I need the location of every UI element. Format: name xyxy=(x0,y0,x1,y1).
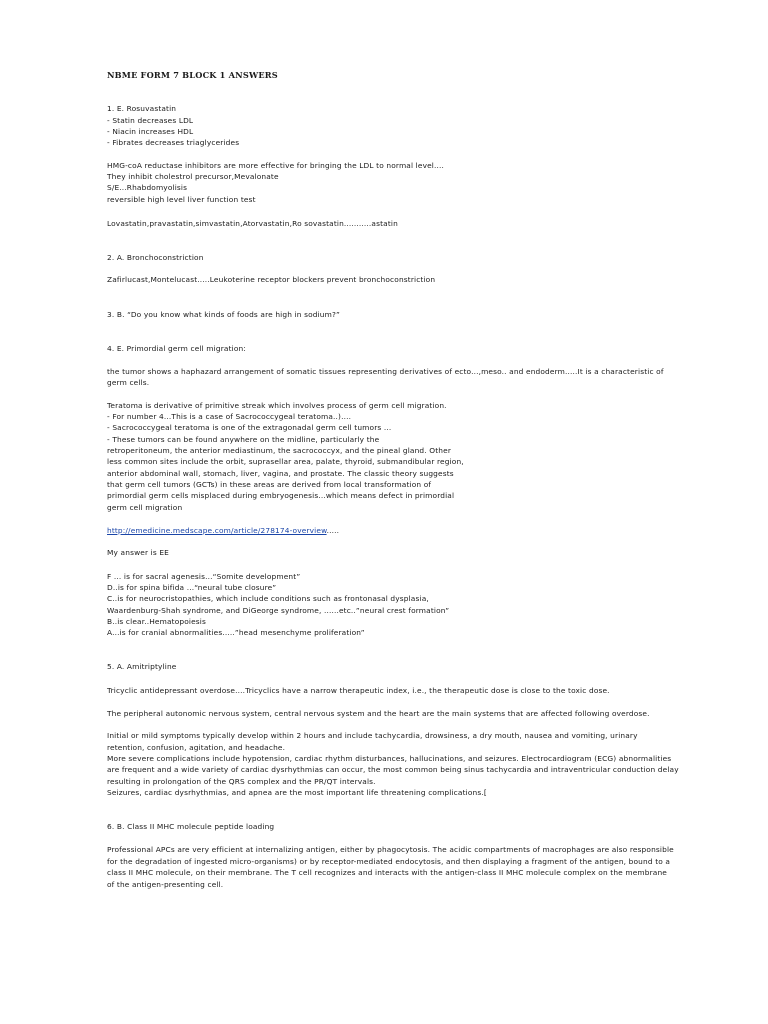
text-line: 4. E. Primordial germ cell migration: xyxy=(107,344,246,353)
text-line: Initial or mild symptoms typically develop within 2 hours and include tachycardia, drowsiness, a dry mouth, nausea and vomiting, urinary xyxy=(107,731,638,740)
text-line: Seizures, cardiac dysrhythmias, and apnea are the most important life threatening complications.[ xyxy=(107,788,487,797)
text-line: Teratoma is derivative of primitive streak which involves process of germ cell migration. xyxy=(107,401,447,410)
text-line: Tricyclic antidepressant overdose....Tricyclics have a narrow therapeutic index, i.e., the therapeutic dose is close to the toxic dose. xyxy=(107,686,610,695)
text-line: C..is for neurocristopathies, which include conditions such as frontonasal dysplasia, xyxy=(107,594,429,603)
text-line: My answer is EE xyxy=(107,548,169,557)
text-line: reversible high level liver function test xyxy=(107,195,256,204)
text-line: germ cell migration xyxy=(107,503,183,512)
text-line: B..is clear..Hematopoiesis xyxy=(107,617,206,626)
text-line: anterior abdominal wall, stomach, liver, vagina, and prostate. The classic theory suggests xyxy=(107,469,454,478)
text-line: More severe complications include hypotension, cardiac rhythm disturbances, hallucinations, and seizures. Electrocardiogram (ECG) abnormalities xyxy=(107,754,672,763)
text-line: They inhibit cholestrol precursor,Mevalonate xyxy=(107,172,279,181)
text-line: that germ cell tumors (GCTs) in these areas are derived from local transformation of xyxy=(107,480,432,489)
text-line: resulting in prolongation of the QRS complex and the PR/QT intervals. xyxy=(107,777,376,786)
text-line: are frequent and a wide variety of cardiac dysrhythmias can occur, the most common being sinus tachycardia and intraventricular conduction delay xyxy=(107,765,679,774)
text-line: 2. A. Bronchoconstriction xyxy=(107,253,204,262)
text-line: of the antigen-presenting cell. xyxy=(107,880,224,889)
text-line: - Fibrates decreases triaglycerides xyxy=(107,138,240,147)
text-line: HMG-coA reductase inhibitors are more effective for bringing the LDL to normal level.... xyxy=(107,161,444,170)
text-line: F ... is for sacral agenesis...“Somite development” xyxy=(107,572,301,581)
text-line: less common sites include the orbit, suprasellar area, palate, thyroid, submandibular region, xyxy=(107,457,464,466)
text-line: S/E...Rhabdomyolisis xyxy=(107,183,188,192)
text-line: Zafirlucast,Montelucast.....Leukoterine receptor blockers prevent bronchoconstriction xyxy=(107,275,436,284)
text-line: the tumor shows a haphazard arrangement of somatic tissues representing derivatives of ecto...,meso.. and endoderm.....It is a characteristic of xyxy=(107,367,664,376)
reference-link[interactable]: http://emedicine.medscape.com/article/278174-overview xyxy=(107,526,327,535)
reference-line xyxy=(107,526,339,535)
text-line: 5. A. Amitriptyline xyxy=(107,662,177,671)
text-line: - For number 4...This is a case of Sacrococcygeal teratoma..).... xyxy=(107,412,352,421)
text-line: 6. B. Class II MHC molecule peptide loading xyxy=(107,822,275,831)
text-line: 1. E. Rosuvastatin xyxy=(107,104,177,113)
text-line: retention, confusion, agitation, and headache. xyxy=(107,743,286,752)
text-line: 3. B. “Do you know what kinds of foods are high in sodium?” xyxy=(107,310,341,319)
text-line: - Niacin increases HDL xyxy=(107,127,194,136)
text-line: class II MHC molecule, on their membrane. The T cell recognizes and interacts with the antigen-class II MHC molecule complex on the membrane xyxy=(107,868,667,877)
text-line: for the degradation of ingested micro-organisms) or by receptor-mediated endocytosis, and then displaying a fragment of the antigen, bound to a xyxy=(107,857,671,866)
text-line: - Statin decreases LDL xyxy=(107,116,194,125)
text-line: - These tumors can be found anywhere on the midline, particularly the xyxy=(107,435,380,444)
text-line: Lovastatin,pravastatin,simvastatin,Atorvastatin,Ro sovastatin...........astatin xyxy=(107,219,398,228)
text-line: Professional APCs are very efficient at internalizing antigen, either by phagocytosis. The acidic compartments of macrophages are also responsible xyxy=(107,845,674,854)
text-line: germ cells. xyxy=(107,378,150,387)
reference-suffix: ..... xyxy=(326,526,340,535)
text-line: retroperitoneum, the anterior mediastinum, the sacrococcyx, and the pineal gland. Other xyxy=(107,446,452,455)
document-title: NBME FORM 7 BLOCK 1 ANSWERS xyxy=(107,70,278,80)
text-line: - Sacrococcygeal teratoma is one of the extragonadal germ cell tumors ... xyxy=(107,423,392,432)
text-line: A...is for cranial abnormalities.....”head mesenchyme proliferation” xyxy=(107,628,365,637)
text-line: D..is for spina bifida ...“neural tube closure” xyxy=(107,583,277,592)
text-line: primordial germ cells misplaced during embryogenesis...which means defect in primordial xyxy=(107,491,455,500)
text-line: The peripheral autonomic nervous system, central nervous system and the heart are the main systems that are affected following overdose. xyxy=(107,709,650,718)
text-line: Waardenburg-Shah syndrome, and DiGeorge syndrome, ......etc..”neural crest formation” xyxy=(107,606,450,615)
